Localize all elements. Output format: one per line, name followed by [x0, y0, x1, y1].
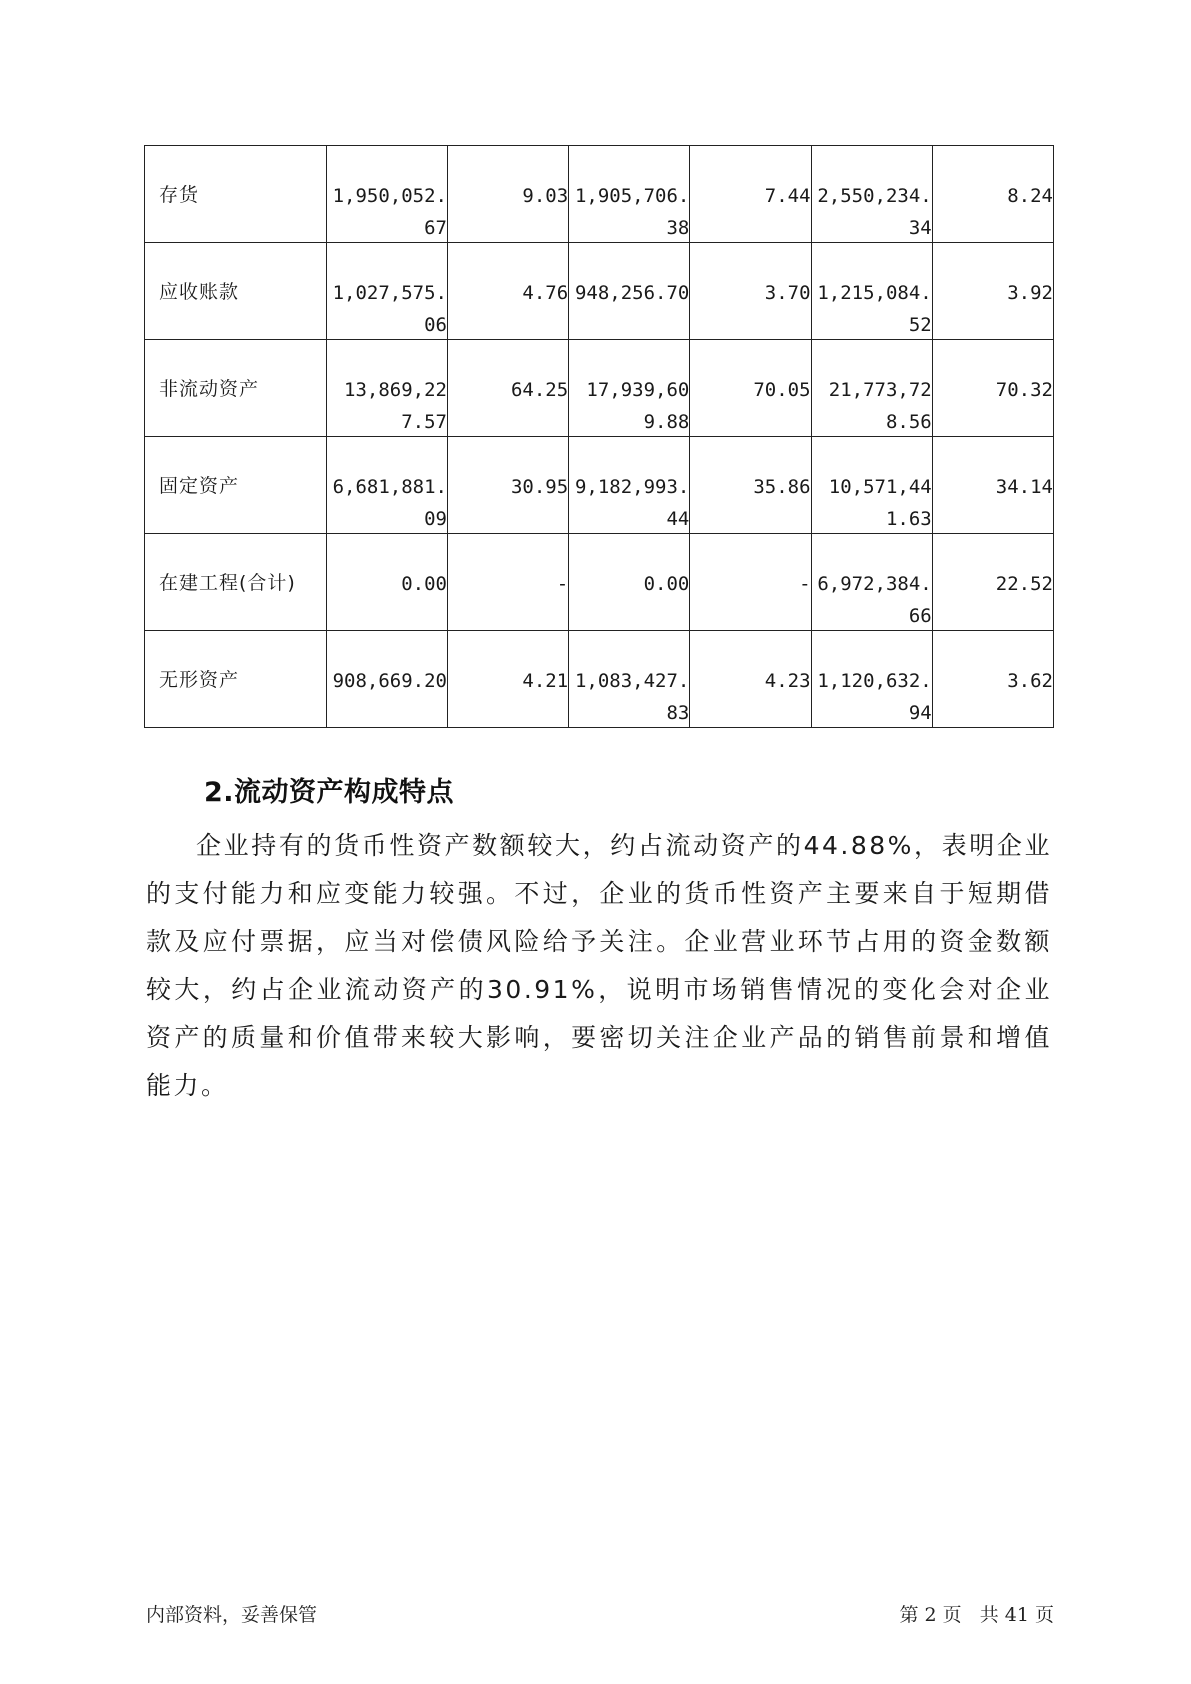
row-label: 非流动资产 — [159, 378, 260, 400]
amount-cell: 10,571,441.63 — [828, 476, 932, 530]
row-label: 固定资产 — [159, 475, 240, 497]
amount-cell: 6,681,881.09 — [332, 476, 447, 530]
percent-cell: 9.03 — [522, 185, 569, 207]
section-paragraph: 企业持有的货币性资产数额较大，约占流动资产的44.88%，表明企业的支付能力和应变能力较强。不过，企业的货币性资产主要来自于短期借款及应付票据，应当对偿债风险给予关注。企业营业环节占用的资金数额较大，约占企业流动资产的30.91%，说明市场销售情况的变化会对企业资产的质量和价值带来较大影响，要密切关注企业产品的销售前景和增值能力。 — [146, 831, 1052, 1100]
percent-cell: 8.24 — [1007, 185, 1053, 207]
table-row — [145, 631, 1054, 728]
percent-cell: 3.92 — [1007, 282, 1053, 304]
amount-cell: 1,215,084.52 — [817, 282, 932, 336]
row-label: 应收账款 — [159, 281, 240, 303]
amount-cell: 1,083,427.83 — [574, 670, 690, 724]
amount-cell: 1,905,706.38 — [574, 185, 690, 239]
percent-cell: 4.76 — [522, 282, 569, 304]
percent-cell: 7.44 — [764, 185, 811, 207]
amount-cell: 9,182,993.44 — [574, 476, 690, 530]
table-row — [145, 437, 1054, 534]
amount-cell: 21,773,728.56 — [828, 379, 932, 433]
footer-page-number: 第 2 页 共 41 页 — [899, 1604, 1054, 1626]
percent-cell: 22.52 — [995, 573, 1053, 595]
amount-cell: 1,027,575.06 — [332, 282, 447, 336]
section-heading: 2.流动资产构成特点 — [204, 777, 455, 808]
amount-cell: 0.00 — [401, 573, 447, 595]
amount-cell: 1,950,052.67 — [332, 185, 447, 239]
percent-cell: 4.21 — [522, 670, 569, 692]
amount-cell: 13,869,227.57 — [344, 379, 447, 433]
percent-cell: 30.95 — [510, 476, 569, 498]
table-row — [145, 340, 1054, 437]
percent-cell: 70.32 — [995, 379, 1053, 401]
amount-cell: 948,256.70 — [574, 282, 690, 304]
table-row — [145, 534, 1054, 631]
table-row — [145, 146, 1054, 243]
percent-cell: 3.70 — [764, 282, 811, 304]
table-row — [145, 243, 1054, 340]
amount-cell: 908,669.20 — [332, 670, 447, 692]
percent-cell: 4.23 — [764, 670, 811, 692]
percent-cell: 34.14 — [995, 476, 1053, 498]
row-label: 无形资产 — [159, 669, 240, 691]
amount-cell: 17,939,609.88 — [586, 379, 690, 433]
amount-cell: 6,972,384.66 — [817, 573, 932, 627]
percent-cell: - — [799, 573, 811, 595]
asset-table — [144, 145, 1054, 728]
footer-confidential-note: 内部资料，妥善保管 — [146, 1604, 318, 1626]
amount-cell: 1,120,632.94 — [817, 670, 932, 724]
percent-cell: 70.05 — [753, 379, 811, 401]
amount-cell: 2,550,234.34 — [817, 185, 932, 239]
percent-cell: 35.86 — [753, 476, 811, 498]
amount-cell: 0.00 — [643, 573, 690, 595]
percent-cell: - — [556, 573, 569, 595]
percent-cell: 3.62 — [1007, 670, 1053, 692]
percent-cell: 64.25 — [510, 379, 569, 401]
row-label: 存货 — [159, 184, 200, 206]
row-label: 在建工程(合计) — [159, 572, 296, 594]
